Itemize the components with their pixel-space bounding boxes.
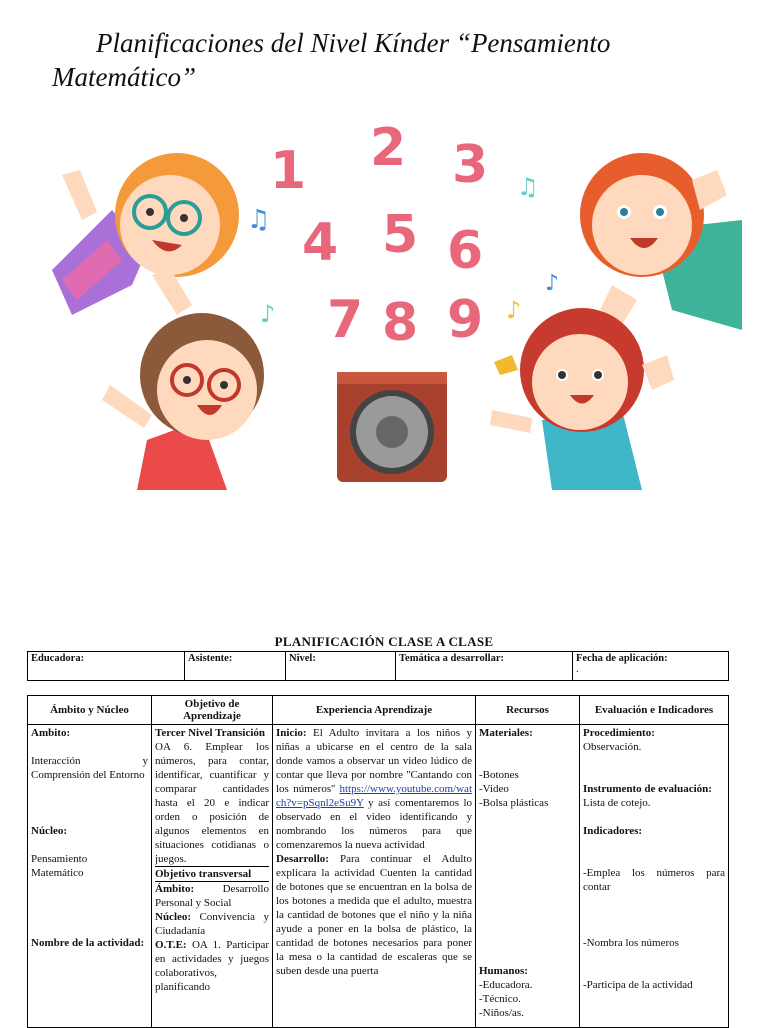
youtube-link[interactable]: https://www.youtube.com/watch?v=pSqnl2eSu9Y [276, 783, 472, 809]
cell-evaluacion: Procedimiento: Observación. Instrumento de evaluación: Lista de cotejo. Indicadores: -Emplea los números para contar -Nombra los números -Participa de la actividad [580, 725, 729, 1028]
header-recursos: Recursos [476, 696, 580, 725]
number-9: 9 [447, 290, 484, 350]
title-line-2: Matemático” [52, 62, 196, 92]
kid-top-right [580, 153, 742, 330]
header-ambito-nucleo: Ámbito y Núcleo [28, 696, 152, 725]
numbers-group [270, 118, 488, 353]
svg-text:♫: ♫ [517, 173, 539, 201]
cell-objetivo: Tercer Nivel Transición OA 6. Emplear los números, para contar, identificar, cuantificar y comparar cantidades hasta el 20 e indicar orden o posición de algunos elementos en situaciones cotidianas o juegos. Objetivo transversal Ámbito: Desarrollo Personal y Social Núcleo: Convivencia y Ciudadanía O.T.E: OA 1. Participar en actividades y juegos colaborativos, planificando [152, 725, 273, 1028]
speaker-icon [337, 372, 447, 482]
number-6: 6 [447, 221, 484, 281]
number-4: 4 [302, 213, 339, 273]
number-1: 1 [270, 141, 307, 201]
kid-bottom-right [490, 308, 674, 490]
asistente-cell: Asistente: [185, 652, 286, 681]
svg-text:♪: ♪ [545, 271, 560, 296]
svg-text:♪: ♪ [506, 296, 522, 324]
number-7: 7 [327, 290, 364, 350]
tematica-cell: Temática a desarrollar: [396, 652, 573, 681]
number-5: 5 [382, 205, 419, 265]
header-table [27, 651, 729, 681]
header-experiencia: Experiencia Aprendizaje [273, 696, 476, 725]
header-objetivo: Objetivo de Aprendizaje [152, 696, 273, 725]
educadora-cell: Educadora: [28, 652, 185, 681]
nivel-cell: Nivel: [286, 652, 396, 681]
kids-numbers-illustration [52, 100, 742, 490]
plan-title: PLANIFICACIÓN CLASE A CLASE [274, 634, 494, 649]
number-2: 2 [370, 118, 407, 178]
number-8: 8 [382, 293, 419, 353]
cell-recursos: Materiales: -Botones -Video -Bolsa plásticas Humanos: -Educadora. -Técnico. -Niños/as. [476, 725, 580, 1028]
cell-ambito-nucleo: Ambito: Interacción y Comprensión del Entorno Núcleo: Pensamiento Matemático Nombre de la actividad: [28, 725, 152, 1028]
kid-bottom-left [102, 313, 264, 490]
title-line-1: Planificaciones del Nivel Kínder “Pensamiento [96, 28, 611, 58]
svg-text:♫: ♫ [247, 205, 271, 235]
cell-experiencia: Inicio: El Adulto invitara a los niños y niñas a ubicarse en el centro de la sala donde vamos a observar un video lúdico de contar que lleva por nombre ''Cantando con los números'' https://www.youtube.com/watch?v=pSqnl2eSu9Y y así comentaremos lo observado en el video identificando y nombrando los números para que comenzaremos la nueva actividad Desarrollo: Para continuar el Adulto explicara la actividad Cuenten la cantidad de botones que se encuentran en la bolsa de los botones a medida que el adulto, muestra la cantidad de botones que el niño y la niña ayude a poner en la bolsa de plástico, la cantidad de botones necesarios para poner la mesa o la cantidad de escaleras que se suben desde una puerta [273, 725, 476, 1028]
document-title [52, 26, 752, 94]
svg-text:♪: ♪ [260, 300, 276, 328]
header-evaluacion: Evaluación e Indicadores [580, 696, 729, 725]
planning-table [27, 695, 729, 1028]
fecha-cell: Fecha de aplicación: . [573, 652, 729, 681]
kid-top-left [52, 153, 239, 315]
number-3: 3 [452, 135, 489, 195]
